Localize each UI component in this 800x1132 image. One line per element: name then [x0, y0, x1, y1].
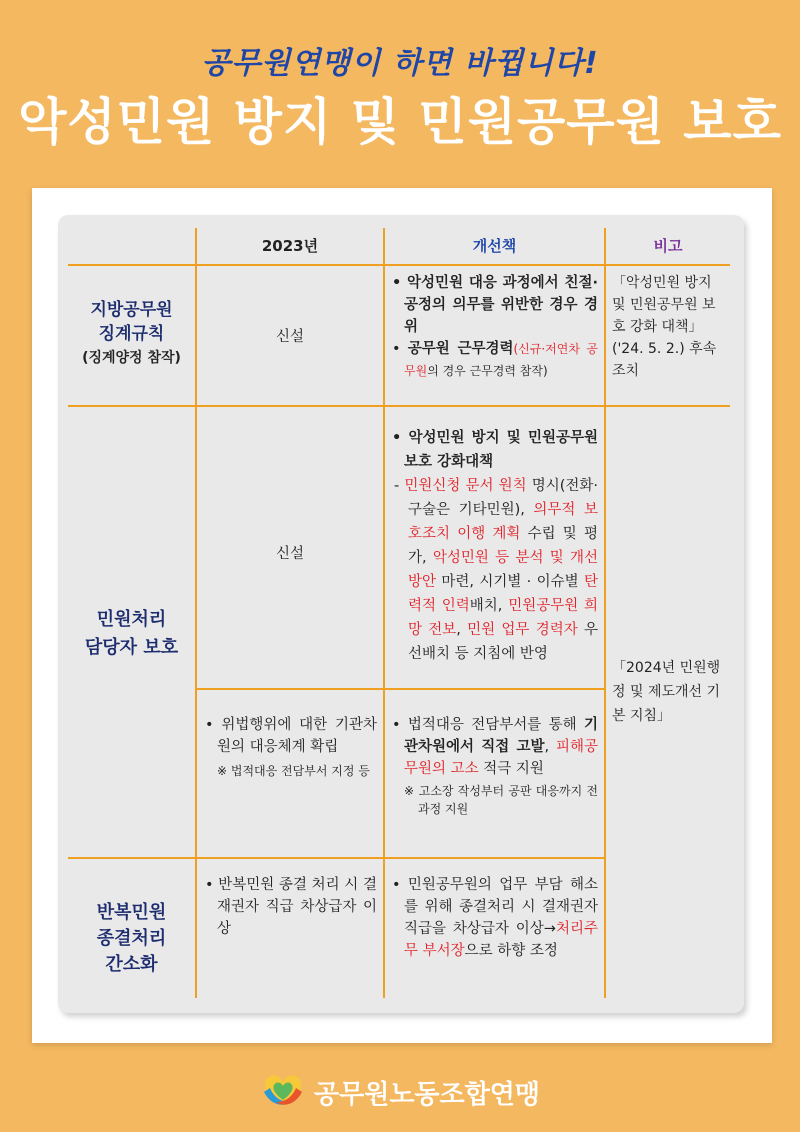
text: 마련, 시기별 · 이슈별 [436, 574, 584, 590]
cell-2023-legal [203, 714, 377, 780]
red-text: 민원신청 문서 원칙 [404, 478, 527, 494]
col-header-improvement: 개선책 [472, 237, 517, 255]
bullet-rest: 의 경우 근무경력 참작) [427, 364, 548, 378]
cell-note-discipline: 「악성민원 방지 및 민원공무원 보호 강화 대책」('24. 5. 2.) 후속 조치 [612, 275, 717, 379]
bold-text: 기관차원에서 직접 고발 [404, 717, 598, 755]
bullet-bold: 공무원 근무경력 [407, 341, 514, 357]
cell-improve-protection [390, 426, 598, 666]
dash-item [390, 474, 598, 666]
col-header-note: 비고 [653, 237, 683, 255]
red-text: 탄력적 인력 [408, 574, 598, 614]
bullet-text: 악성민원 방지 및 민원공무원 보호 강화대책 [404, 430, 598, 470]
text: , [456, 622, 468, 638]
row-head-line: 담당자 보호 [84, 637, 179, 658]
bullet-red: (신규·저연차 공무원 [404, 342, 598, 378]
footer [0, 1070, 800, 1114]
bullet-item: • 악성민원 대응 과정에서 친절·공정의 의무를 위반한 경우 경위 [392, 275, 598, 335]
text: 배치, [469, 598, 509, 614]
text: 수립 및 평가, [408, 526, 598, 566]
red-text: 민원공무원 희망 전보 [408, 598, 598, 638]
row-head-protection [68, 606, 195, 662]
cell-improve-discipline [390, 272, 598, 382]
row-head-line: 종결처리 [96, 928, 167, 949]
row-head-line: 징계규칙 [98, 324, 165, 344]
bullet-item: • 민원공무원의 업무 부담 해소를 위해 종결처리 시 결재권자 직급을 차상급자 이상→처리주무 부서장으로 하향 조정 [392, 877, 598, 959]
col-header-2023: 2023년 [261, 237, 319, 255]
bullet-text: 위법행위에 대한 기관차원의 대응체계 확립 [217, 717, 377, 755]
red-text: 의무적 보호조치 이행 계획 [408, 502, 598, 542]
rule-row1 [68, 405, 730, 407]
bullet-item: • 위법행위에 대한 기관차원의 대응체계 확립 [205, 717, 377, 755]
text: 적극 지원 [478, 761, 544, 777]
text: 민원공무원의 업무 부담 해소를 위해 종결처리 시 결재권자 직급을 차상급자 이상→ [404, 877, 598, 937]
note-text: ※ 법적대응 전담부서 지정 등 [217, 764, 370, 778]
cell-2023-protection: 신설 [275, 546, 304, 562]
text: , [544, 739, 556, 755]
cell-note-protection: 「2024년 민원행정 및 제도개선 기본 지침」 [612, 660, 721, 724]
text: 명시(전화·구술은 기타민원), [408, 478, 599, 518]
text: 우선배치 등 지침에 반영 [408, 622, 598, 662]
rule-row2a [195, 688, 605, 690]
text: 으로 하향 조정 [464, 943, 558, 959]
bullet-text: 반복민원 종결 처리 시 결재권자 직급 차상급자 이상 [217, 877, 377, 937]
cell-2023-discipline: 신설 [275, 329, 304, 345]
org-name: 공무원노동조합연맹 [313, 1079, 541, 1110]
bullet-item: • 법적대응 전담부서를 통해 기관차원에서 직접 고발, 피해공무원의 고소 적극 지원 [392, 717, 598, 777]
dash: - [394, 478, 405, 494]
bullet-text: 악성민원 대응 과정에서 친절·공정의 의무를 위반한 경우 경위 [404, 275, 598, 335]
red-text: 악성민원 등 분석 및 개선방안 [408, 550, 598, 590]
text: 법적대응 전담부서를 통해 [407, 717, 584, 733]
cell-2023-repeat [203, 874, 377, 940]
row-head-line: 지방공무원 [90, 300, 173, 320]
cell-improve-legal [390, 714, 598, 818]
note-text: ※ 고소장 작성부터 공판 대응까지 전 과정 지원 [404, 784, 598, 816]
rule-row2b [68, 857, 605, 859]
vrule-2 [383, 228, 385, 998]
page-title: 악성민원 방지 및 민원공무원 보호 [18, 93, 782, 151]
red-text: 민원 업무 경력자 [467, 622, 578, 638]
bullet-item: • 공무원 근무경력(신규·저연차 공무원의 경우 근무경력 참작) [392, 341, 598, 378]
red-text: 피해공무원의 고소 [404, 739, 598, 777]
page-subtitle: 공무원연맹이 하면 바뀝니다! [201, 46, 599, 81]
row-head-line: 민원처리 [96, 609, 167, 630]
row-head-line: 반복민원 [96, 902, 167, 923]
row-head-discipline [68, 298, 195, 370]
hands-heart-logo-icon [260, 1070, 306, 1114]
row-head-sub: (징계양정 참작) [82, 350, 181, 366]
cell-improve-repeat [390, 874, 598, 962]
bullet-item: • 악성민원 방지 및 민원공무원 보호 강화대책 [392, 430, 598, 470]
rule-header [68, 264, 730, 266]
bullet-item: • 반복민원 종결 처리 시 결재권자 직급 차상급자 이상 [205, 877, 377, 937]
red-text: 처리주무 부서장 [404, 921, 598, 959]
vrule-3 [604, 228, 606, 998]
row-head-repeat [68, 900, 195, 978]
row-head-line: 간소화 [105, 954, 158, 975]
